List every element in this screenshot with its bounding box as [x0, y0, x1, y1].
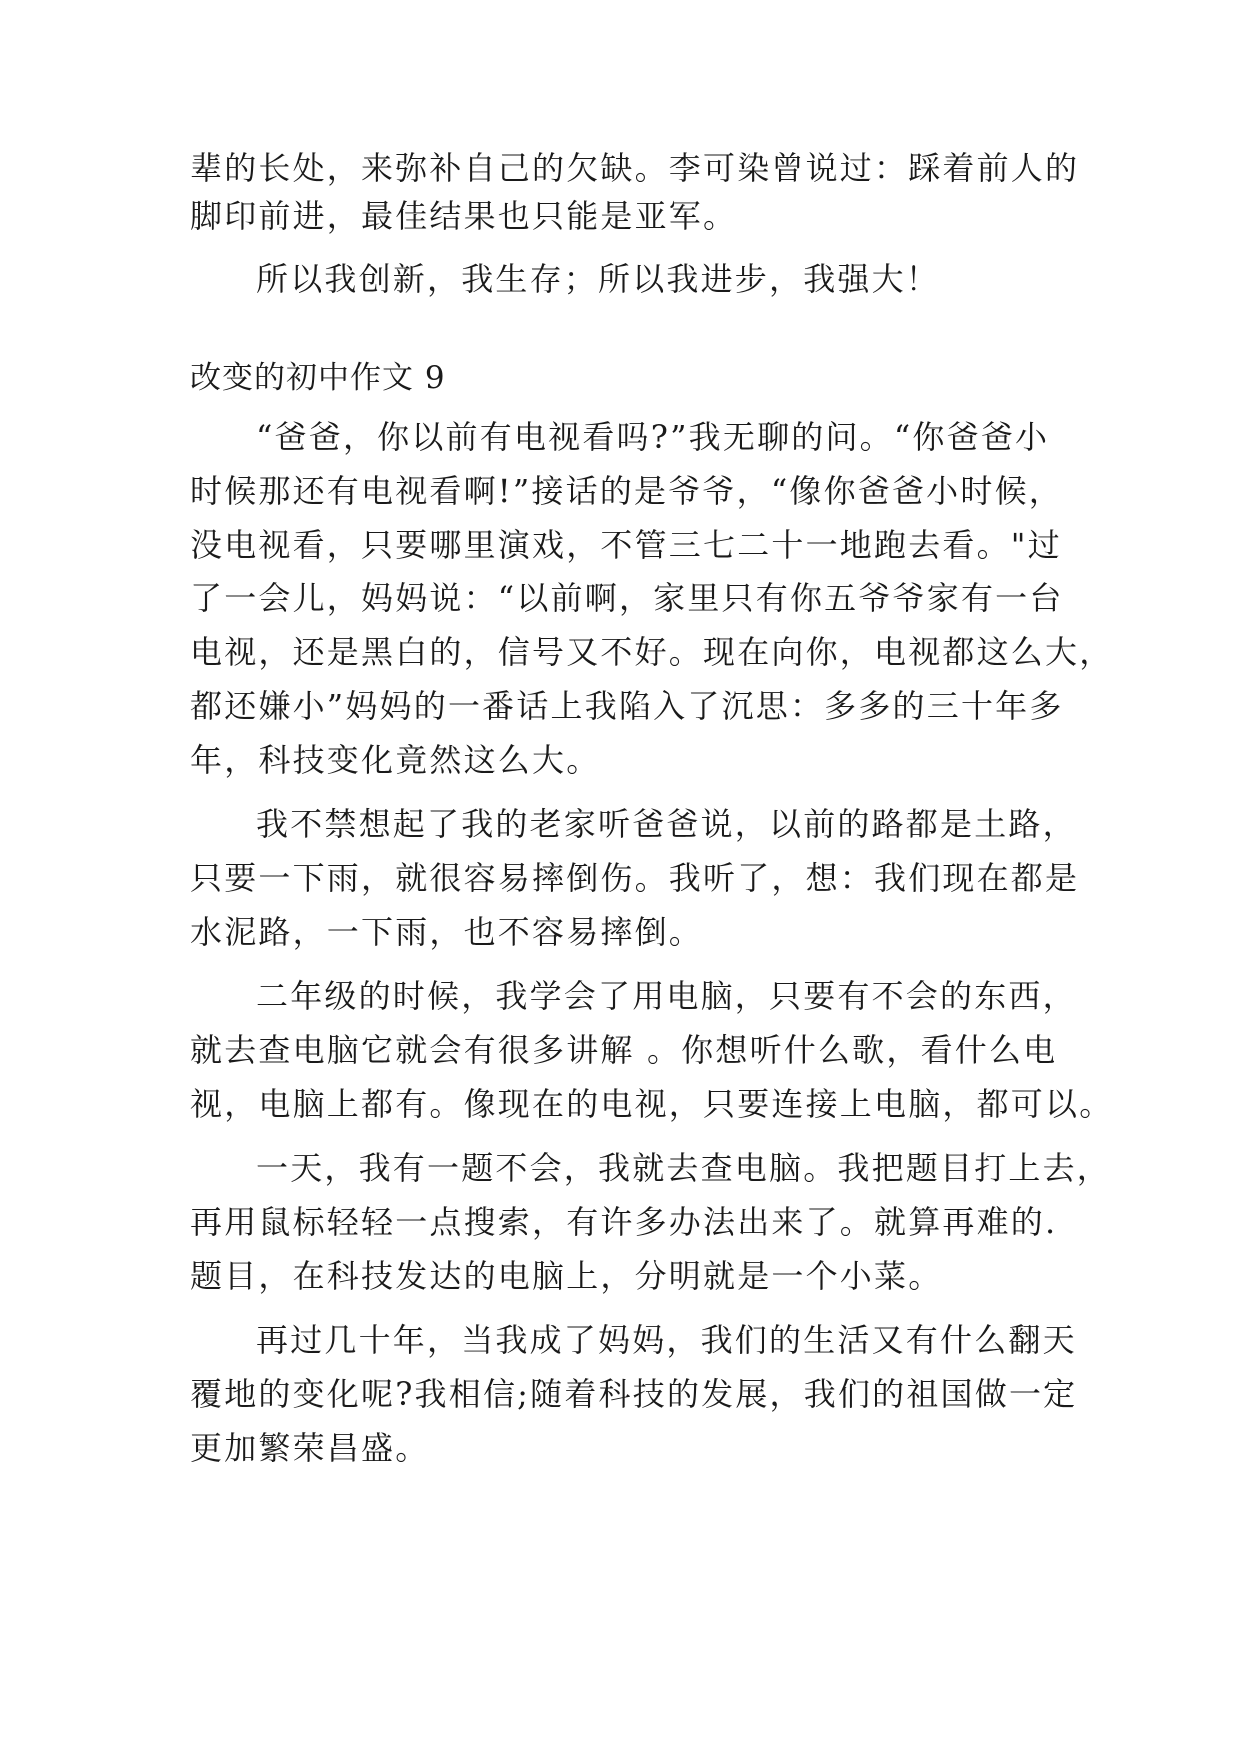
paragraph-line: 辈的长处，来弥补自己的欠缺。李可染曾说过：踩着前人的 — [190, 149, 1080, 187]
paragraph-line: 更加繁荣昌盛。 — [190, 1429, 430, 1467]
paragraph-line: 只要一下雨，就很容易摔倒伤。我听了，想：我们现在都是 — [190, 859, 1080, 897]
paragraph-line: 电视，还是黑白的，信号又不好。现在向你，电视都这么大， — [190, 633, 1114, 671]
paragraph-line: 就去查电脑它就会有很多讲解 。你想听什么歌，看什么电 — [190, 1031, 1058, 1069]
paragraph-line: 二年级的时候，我学会了用电脑，只要有不会的东西， — [256, 977, 1077, 1015]
section-title: 改变的初中作文 9 — [190, 360, 446, 396]
paragraph-line: 题目，在科技发达的电脑上，分明就是一个小菜。 — [190, 1257, 943, 1295]
paragraph-line: 了一会儿，妈妈说：“以前啊，家里只有你五爷爷家有一台 — [190, 579, 1064, 617]
paragraph-line: 再用鼠标轻轻一点搜索，有许多办法出来了。就算再难的. — [190, 1203, 1058, 1241]
paragraph-line: 再过几十年，当我成了妈妈，我们的生活又有什么翻天 — [256, 1321, 1077, 1359]
paragraph-line: 都还嫌小”妈妈的一番话上我陷入了沉思：多多的三十年多 — [190, 687, 1064, 725]
paragraph-line: 一天，我有一题不会，我就去查电脑。我把题目打上去， — [256, 1149, 1112, 1187]
paragraph-line: 时候那还有电视看啊!”接话的是爷爷，“像你爸爸小时候， — [190, 472, 1063, 510]
paragraph-line: 脚印前进，最佳结果也只能是亚军。 — [190, 197, 738, 235]
paragraph-line: “爸爸，你以前有电视看吗?”我无聊的问。“你爸爸小 — [256, 418, 1050, 456]
paragraph-line: 年，科技变化竟然这么大。 — [190, 741, 601, 779]
paragraph-line: 覆地的变化呢?我相信;随着科技的发展，我们的祖国做一定 — [190, 1375, 1078, 1413]
paragraph-line: 水泥路，一下雨，也不容易摔倒。 — [190, 913, 704, 951]
paragraph-line: 没电视看，只要哪里演戏，不管三七二十一地跑去看。"过 — [190, 526, 1062, 564]
paragraph-line: 视，电脑上都有。像现在的电视，只要连接上电脑，都可以。 — [190, 1085, 1114, 1123]
paragraph-line: 我不禁想起了我的老家听爸爸说，以前的路都是土路， — [256, 805, 1077, 843]
paragraph-line: 所以我创新，我生存；所以我进步，我强大！ — [256, 260, 941, 298]
